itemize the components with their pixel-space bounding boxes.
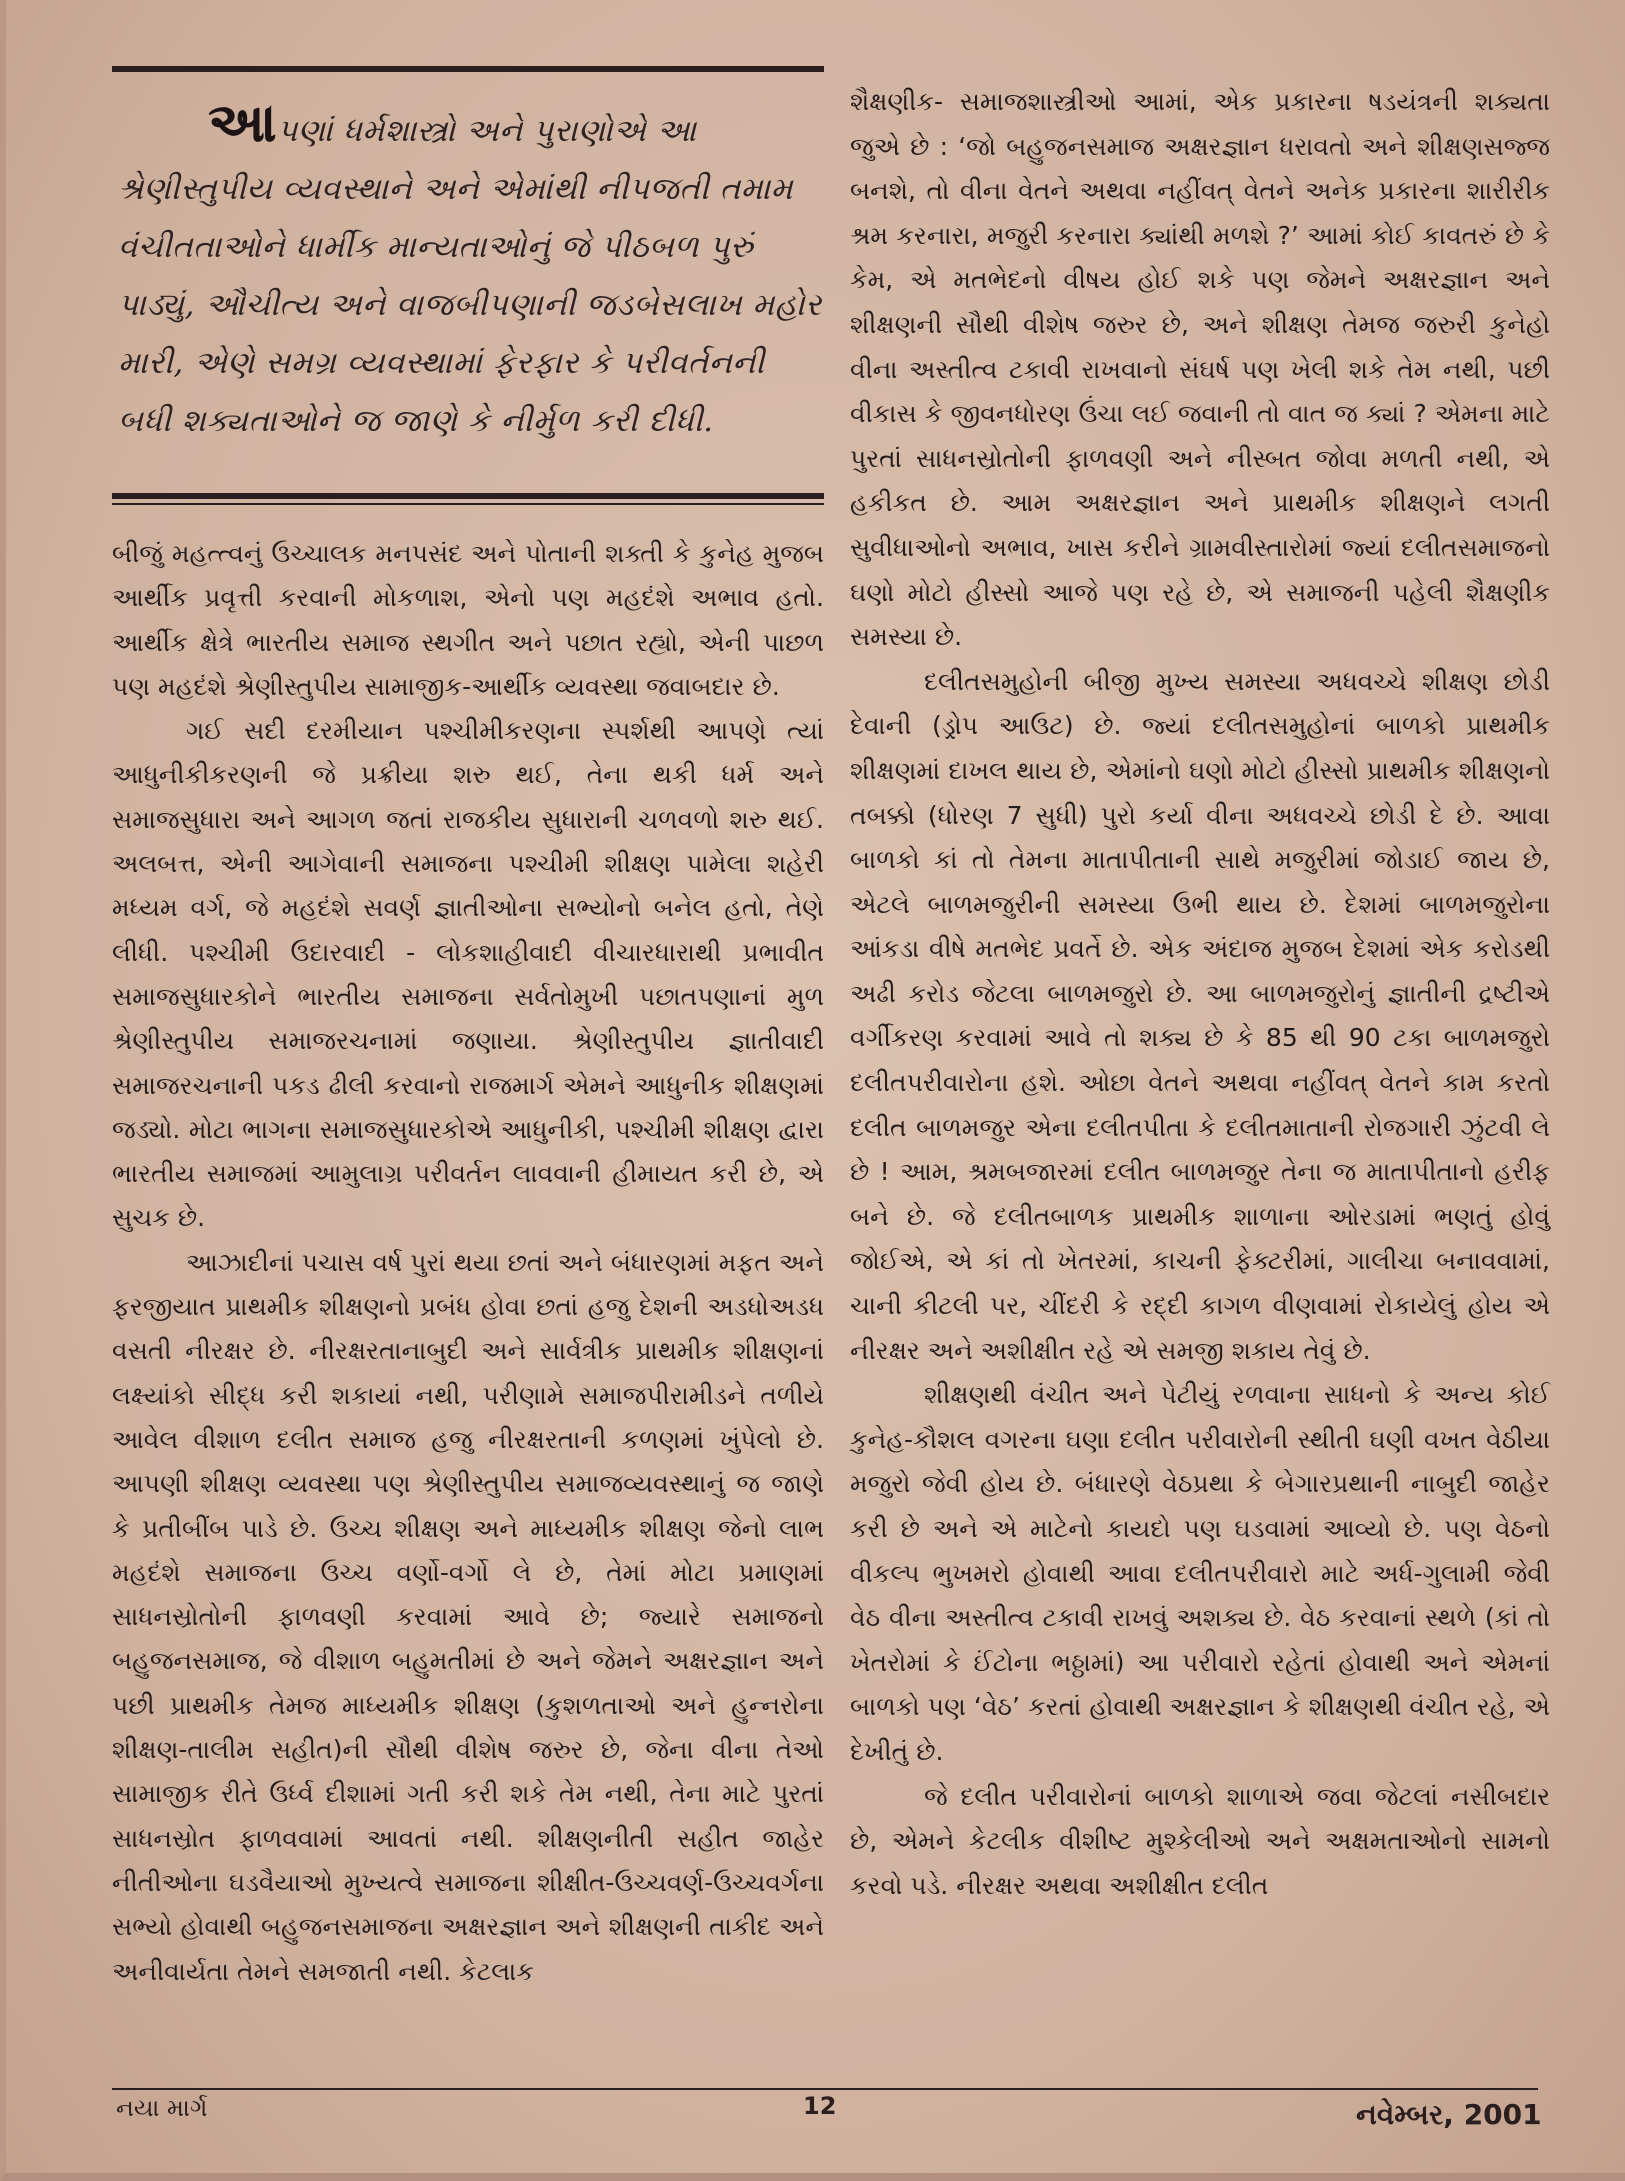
right-paragraph-3: શીક્ષણથી વંચીત અને પેટીયું રળવાના સાધનો કે અન્ય કોઈ કુનેહ-કૌશલ વગરના ઘણા દલીત પરીવારોની સ્થીતી ઘણી વખત વેઠીયા મજુરો જેવી હોય છે. બંધારણે વેઠપ્રથા કે બેગારપ્રથાની નાબુદી જાહેર કરી છે અને એ માટેનો કાયદો પણ ઘડવામાં આવ્યો છે. પણ વેઠનો વીકલ્પ ભુખમરો હોવાથી આવા દલીતપરીવારો માટે અર્ધ-ગુલામી જેવી વેઠ વીના અસ્તીત્વ ટકાવી રાખવું અશક્ય છે. વેઠ કરવાનાં સ્થળે (કાં તો ખેતરોમાં કે ઈંટોના ભઠ્ઠામાં) આ પરીવારો રહેતાં હોવાથી અને એમનાં બાળકો પણ ‘વેઠ’ કરતાં હોવાથી અક્ષરજ્ઞાન કે શીક્ષણથી વંચીત રહે, એ દેખીતું છે. — [850, 1380, 1550, 1766]
issue-date: નવેમ્બર, 2001 — [1356, 2098, 1542, 2131]
pullquote — [118, 91, 824, 450]
right-column — [850, 80, 1550, 1908]
left-paragraph-1: બીજું મહત્ત્વનું ઉચ્ચાલક મનપસંદ અને પોતાની શક્તી કે કુનેહ મુજબ આર્થીક પ્રવૃત્તી કરવાની મોકળાશ, એનો પણ મહદંશે અભાવ હતો. આર્થીક ક્ષેત્રે ભારતીય સમાજ સ્થગીત અને પછાત રહ્યો, એની પાછળ પણ મહદંશે શ્રેણીસ્તુપીય સામાજીક-આર્થીક વ્યવસ્થા જવાબદાર છે. — [112, 539, 824, 701]
pullquote-box — [112, 66, 824, 502]
right-paragraph-2: દલીતસમુહોની બીજી મુખ્ય સમસ્યા અધવચ્ચે શીક્ષણ છોડી દેવાની (ડ્રોપ આઉટ) છે. જ્યાં દલીતસમુહોનાં બાળકો પ્રાથમીક શીક્ષણમાં દાખલ થાય છે, એમાંનો ઘણો મોટો હીસ્સો પ્રાથમીક શીક્ષણનો તબક્કો (ધોરણ 7 સુધી) પુરો કર્યા વીના અધવચ્ચે છોડી દે છે. આવા બાળકો કાં તો તેમના માતાપીતાની સાથે મજુરીમાં જોડાઈ જાય છે, એટલે બાળમજુરીની સમસ્યા ઉભી થાય છે. દેશમાં બાળમજુરોના આંકડા વીષે મતભેદ પ્રવર્તે છે. એક અંદાજ મુજબ દેશમાં એક કરોડથી અઢી કરોડ જેટલા બાળમજુરો છે. આ બાળમજુરોનું જ્ઞાતીની દ્રષ્ટીએ વર્ગીકરણ કરવામાં આવે તો શક્ય છે કે 85 થી 90 ટકા બાળમજુરો દલીતપરીવારોના હશે. ઓછા વેતને અથવા નહીંવત્ વેતને કામ કરતો દલીત બાળમજુર એના દલીતપીતા કે દલીતમાતાની રોજગારી ઝુંટવી લે છે ! આમ, શ્રમબજારમાં દલીત બાળમજુર તેના જ માતાપીતાનો હરીફ બને છે. જે દલીતબાળક પ્રાથમીક શાળાના ઓરડામાં ભણતું હોવું જોઈએ, એ કાં તો ખેતરમાં, કાચની ફેક્ટરીમાં, ગાલીચા બનાવવામાં, ચાની કીટલી પર, ચીંદરી કે રદ્દી કાગળ વીણવામાં રોકાયેલું હોય એ નીરક્ષર અને અશીક્ષીત રહે એ સમજી શકાય તેવું છે. — [850, 666, 1550, 1365]
left-paragraph-2: ગઈ સદી દરમીયાન પશ્ચીમીકરણના સ્પર્શથી આપણે ત્યાં આધુનીકીકરણની જે પ્રક્રીયા શરુ થઈ, તેના થકી ધર્મ અને સમાજસુધારા અને આગળ જતાં રાજકીય સુધારાની ચળવળો શરુ થઈ. અલબત્ત, એની આગેવાની સમાજના પશ્ચીમી શીક્ષણ પામેલા શહેરી મધ્યમ વર્ગ, જે મહદંશે સવર્ણ જ્ઞાતીઓના સભ્યોનો બનેલ હતો, તેણે લીધી. પશ્ચીમી ઉદારવાદી - લોકશાહીવાદી વીચારધારાથી પ્રભાવીત સમાજસુધારકોને ભારતીય સમાજના સર્વતોમુખી પછાતપણાનાં મુળ શ્રેણીસ્તુપીય સમાજરચનામાં જણાયા. શ્રેણીસ્તુપીય જ્ઞાતીવાદી સમાજરચનાની પકડ ઢીલી કરવાનો રાજમાર્ગ એમને આધુનીક શીક્ષણમાં જડ્યો. મોટા ભાગના સમાજસુધારકોએ આધુનીકી, પશ્ચીમી શીક્ષણ દ્વારા ભારતીય સમાજમાં આમુલાગ્ર પરીવર્તન લાવવાની હીમાયત કરી છે, એ સુચક છે. — [112, 716, 824, 1233]
left-paragraph-3: આઝાદીનાં પચાસ વર્ષ પુરાં થયા છતાં અને બંધારણમાં મફત અને ફરજીયાત પ્રાથમીક શીક્ષણનો પ્રબંધ હોવા છતાં હજુ દેશની અડધોઅડધ વસતી નીરક્ષર છે. નીરક્ષરતાનાબુદી અને સાર્વત્રીક પ્રાથમીક શીક્ષણનાં લક્ષ્યાંકો સીદ્ધ કરી શકાયાં નથી, પરીણામે સમાજપીરામીડને તળીયે આવેલ વીશાળ દલીત સમાજ હજુ નીરક્ષરતાની કળણમાં ખુંપેલો છે. આપણી શીક્ષણ વ્યવસ્થા પણ શ્રેણીસ્તુપીય સમાજવ્યવસ્થાનું જ જાણે કે પ્રતીબીંબ પાડે છે. ઉચ્ચ શીક્ષણ અને માધ્યમીક શીક્ષણ જેનો લાભ મહદંશે સમાજના ઉચ્ચ વર્ણો-વર્ગો લે છે, તેમાં મોટા પ્રમાણમાં સાધનસ્રોતોની ફાળવણી કરવામાં આવે છે; જ્યારે સમાજનો બહુજનસમાજ, જે વીશાળ બહુમતીમાં છે અને જેમને અક્ષરજ્ઞાન અને પછી પ્રાથમીક તેમજ માધ્યમીક શીક્ષણ (કુશળતાઓ અને હુન્નરોના શીક્ષણ-તાલીમ સહીત)ની સૌથી વીશેષ જરુર છે, જેના વીના તેઓ સામાજીક રીતે ઉર્ધ્વ દીશામાં ગતી કરી શકે તેમ નથી, તેના માટે પુરતાં સાધનસ્રોત ફાળવવામાં આવતાં નથી. શીક્ષણનીતી સહીત જાહેર નીતીઓના ઘડવૈયાઓ મુખ્યત્વે સમાજના શીક્ષીત-ઉચ્ચવર્ણ-ઉચ્ચવર્ગના સભ્યો હોવાથી બહુજનસમાજના અક્ષરજ્ઞાન અને શીક્ષણની તાકીદ અને અનીવાર્યતા તેમને સમજાતી નથી. કેટલાક — [112, 1247, 824, 1986]
pullquote-dropcap: આ — [208, 91, 278, 154]
pullquote-bottom-rule — [112, 493, 824, 499]
right-paragraph-4: જે દલીત પરીવારોનાં બાળકો શાળાએ જવા જેટલાં નસીબદાર છે, એમને કેટલીક વીશીષ્ટ મુશ્કેલીઓ અને અક્ષમતાઓનો સામનો કરવો પડે. નીરક્ષર અથવા અશીક્ષીત દલીત — [850, 1781, 1550, 1900]
left-column — [112, 532, 824, 1994]
footer-rule — [112, 2088, 1538, 2090]
magazine-name: નયા માર્ગ — [116, 2094, 208, 2122]
pullquote-bottom-thin-rule — [112, 503, 824, 505]
right-paragraph-1: શૈક્ષણીક- સમાજશાસ્ત્રીઓ આમાં, એક પ્રકારના ષડયંત્રની શક્યતા જુએ છે : ‘જો બહુજનસમાજ અક્ષરજ્ઞાન ધરાવતો અને શીક્ષણસજ્જ બનશે, તો વીના વેતને અથવા નહીંવત્ વેતને અનેક પ્રકારના શારીરીક શ્રમ કરનારા, મજુરી કરનારા ક્યાંથી મળશે ?’ આમાં કોઈ કાવતરું છે કે કેમ, એ મતભેદનો વીષય હોઈ શકે પણ જેમને અક્ષરજ્ઞાન અને શીક્ષણની સૌથી વીશેષ જરુર છે, અને શીક્ષણ તેમજ જરુરી કુનેહો વીના અસ્તીત્વ ટકાવી રાખવાનો સંઘર્ષ પણ ખેલી શકે તેમ નથી, પછી વીકાસ કે જીવનધોરણ ઉંચા લઈ જવાની તો વાત જ ક્યાં ? એમના માટે પુરતાં સાધનસ્રોતોની ફાળવણી અને નીસ્બત જોવા મળતી નથી, એ હકીકત છે. આમ અક્ષરજ્ઞાન અને પ્રાથમીક શીક્ષણને લગતી સુવીધાઓનો અભાવ, ખાસ કરીને ગ્રામવીસ્તારોમાં જ્યાં દલીતસમાજનો ઘણો મોટો હીસ્સો આજે પણ રહે છે, એ સમાજની પહેલી શૈક્ષણીક સમસ્યા છે. — [850, 87, 1550, 652]
pullquote-text: પણાં ધર્મશાસ્ત્રો અને પુરાણોએ આ શ્રેણીસ્તુપીય વ્યવસ્થાને અને એમાંથી નીપજતી તમામ વંચીતતાઓને ધાર્મીક માન્યતાઓનું જે પીઠબળ પુરું પાડ્યું, ઔચીત્ય અને વાજબીપણાની જડબેસલાખ મહોર મારી, એણે સમગ્ર વ્યવસ્થામાં ફેરફાર કે પરીવર્તનની બધી શક્યતાઓને જ જાણે કે નીર્મુળ કરી દીધી. — [118, 113, 822, 439]
page-number: 12 — [803, 2092, 837, 2120]
